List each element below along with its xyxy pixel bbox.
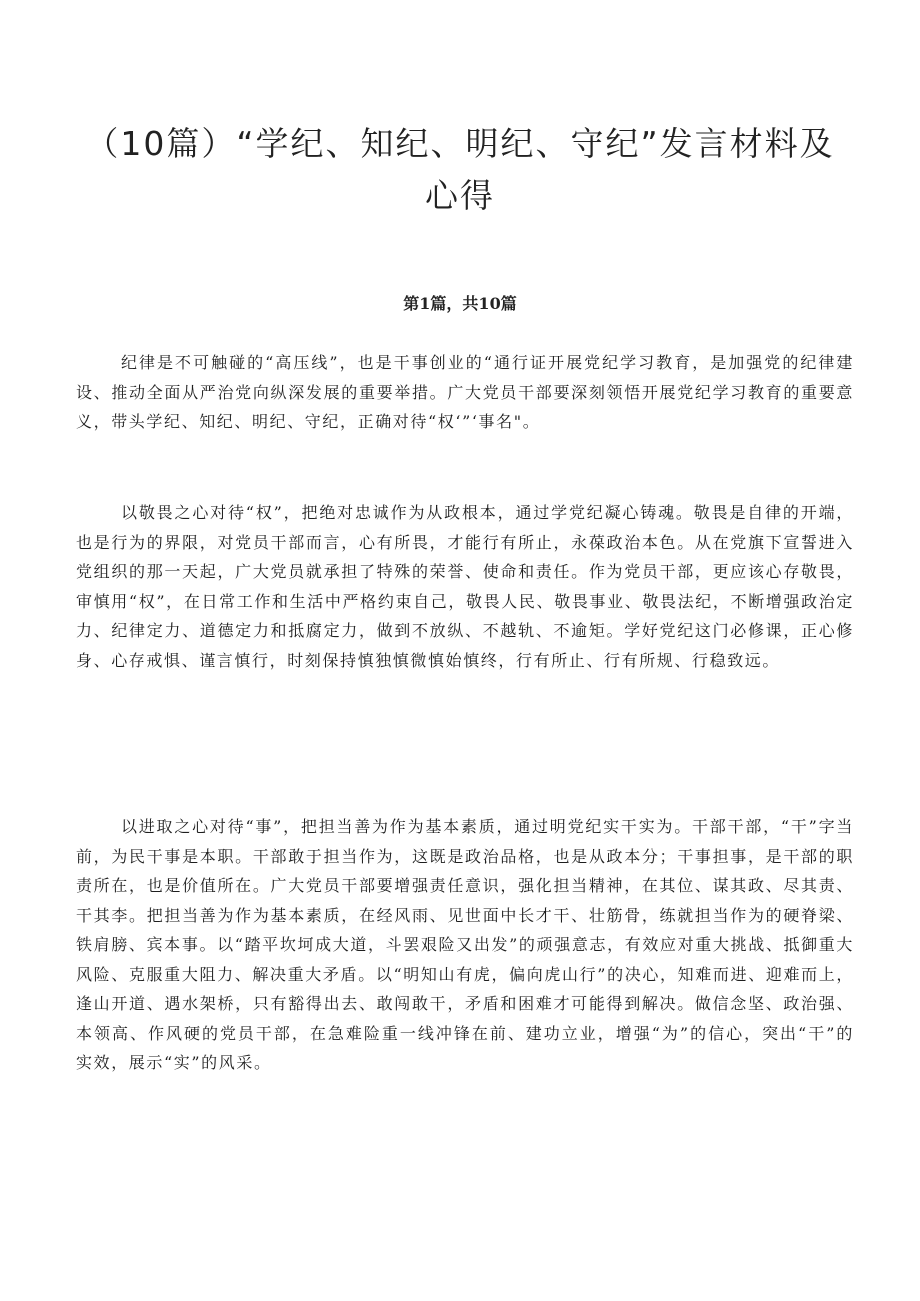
paragraph-2: 以敬畏之心对待“权”，把绝对忠诚作为从政根本，通过学党纪凝心铸魂。敬畏是自律的开端，也是行为的界限，对党员干部而言，心有所畏，才能行有所止，永葆政治本色。从在党旗下宣誓进入党组织的那一天起，广大党员就承担了特殊的荣誉、使命和责任。作为党员干部，更应该心存敬畏，审慎用“权”，在日常工作和生活中严格约束自己，敬畏人民、敬畏事业、敬畏法纪，不断增强政治定力、纪律定力、道德定力和抵腐定力，做到不放纵、不越轨、不逾矩。学好党纪这门必修课，正心修身、心存戒惧、谨言慎行，时刻保持慎独慎微慎始慎终，行有所止、行有所规、行稳致远。 xyxy=(76,503,854,670)
document-title: （10篇）“学纪、知纪、明纪、守纪”发言材料及心得 xyxy=(85,124,835,215)
paragraph-1: 纪律是不可触碰的“高压线”，也是干事创业的“通行证开展党纪学习教育，是加强党的纪律建设、推动全面从严治党向纵深发展的重要举措。广大党员干部要深刻领悟开展党纪学习教育的重要意义，带头学纪、知纪、明纪、守纪，正确对待“权‘”‘事名"。 xyxy=(76,353,854,431)
paragraph-3: 以进取之心对待“事”，把担当善为作为基本素质，通过明党纪实干实为。干部干部，“干”字当前，为民干事是本职。干部敢于担当作为，这既是政治品格，也是从政本分；干事担事，是干部的职责所在，也是价值所在。广大党员干部要增强责任意识，强化担当精神，在其位、谋其政、尽其责、干其李。把担当善为作为基本素质，在经风雨、见世面中长才干、壮筋骨，练就担当作为的硬脊梁、铁肩膀、宾本事。以“踏平坎坷成大道，斗罢艰险又出发”的顽强意志，有效应对重大挑战、抵御重大风险、克服重大阻力、解决重大矛盾。以“明知山有虎，偏向虎山行”的决心，知难而进、迎难而上，逢山开道、遇水架桥，只有豁得出去、敢闯敢干，矛盾和困难才可能得到解决。做信念坚、政治强、本领高、作风硬的党员干部，在急难险重一线冲锋在前、建功立业，增强“为”的信心，突出“干”的实效，展示“实”的风采。 xyxy=(76,817,854,1072)
section-subtitle: 第1篇，共10篇 xyxy=(403,294,517,313)
